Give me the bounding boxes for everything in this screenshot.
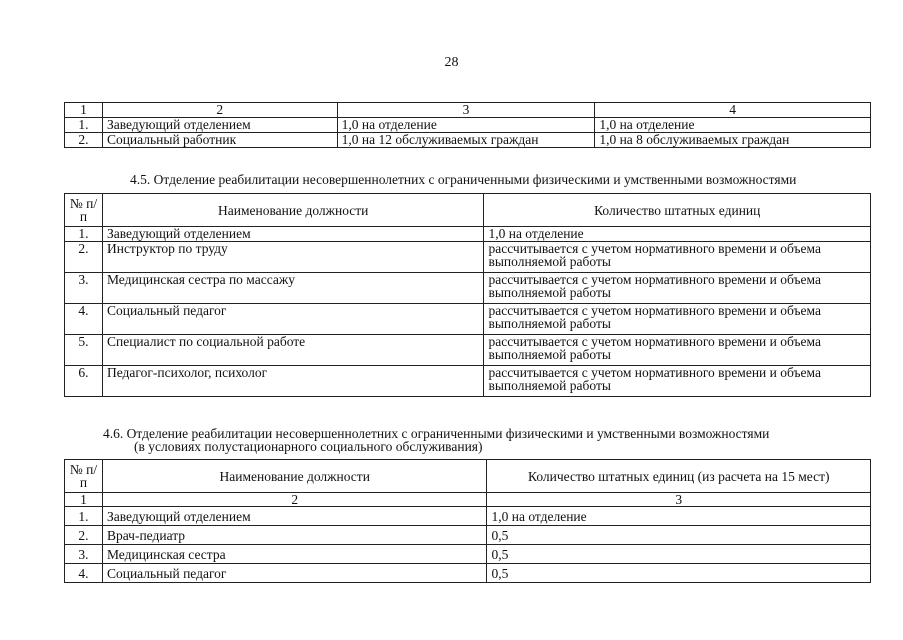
- staff-quantity: 1,0 на отделение: [484, 227, 871, 242]
- position-name: Специалист по социальной работе: [102, 335, 484, 366]
- row-number: 5.: [65, 335, 103, 366]
- position-name: Педагог-психолог, психолог: [102, 366, 484, 397]
- staff-table-45: [64, 193, 871, 397]
- staff-quantity: рассчитывается с учетом нормативного времени и объема выполняемой работы: [484, 304, 871, 335]
- position-name: Медицинская сестра: [102, 545, 487, 564]
- row-number: 2.: [65, 242, 103, 273]
- staff-quantity: рассчитывается с учетом нормативного времени и объема выполняемой работы: [484, 366, 871, 397]
- position-name: Инструктор по труду: [102, 242, 484, 273]
- staff-quantity: рассчитывается с учетом нормативного времени и объема выполняемой работы: [484, 273, 871, 304]
- position-name: Заведующий отделением: [102, 118, 337, 133]
- header-cell-number: № п/п: [65, 460, 103, 493]
- section-46-title: 4.6. Отделение реабилитации несовершеннолетних с ограниченными физическими и умственными возможностями: [103, 426, 770, 441]
- position-name: Заведующий отделением: [102, 227, 484, 242]
- header-cell: 1: [65, 103, 103, 118]
- position-name: Заведующий отделением: [102, 507, 487, 526]
- row-number: 4.: [65, 564, 103, 583]
- table-row: [65, 335, 871, 366]
- staff-quantity: 1,0 на отделение: [337, 118, 595, 133]
- table-row: [65, 273, 871, 304]
- table-row: [65, 304, 871, 335]
- row-number: 1.: [65, 118, 103, 133]
- section-45-title: 4.5. Отделение реабилитации несовершеннолетних с ограниченными физическими и умственными возможностями: [130, 172, 797, 187]
- position-name: Медицинская сестра по массажу: [102, 273, 484, 304]
- table-row: [65, 366, 871, 397]
- staff-table-continuation: [64, 102, 871, 148]
- row-number: 3.: [65, 273, 103, 304]
- column-number-row: [65, 493, 871, 507]
- column-number: 1: [65, 493, 103, 507]
- row-number: 1.: [65, 507, 103, 526]
- staff-quantity: 0,5: [487, 545, 871, 564]
- row-number: 2.: [65, 526, 103, 545]
- staff-quantity: 1,0 на отделение: [487, 507, 871, 526]
- header-cell-position: Наименование должности: [102, 194, 484, 227]
- column-number: 2: [102, 493, 487, 507]
- position-name: Социальный работник: [102, 133, 337, 148]
- staff-quantity: рассчитывается с учетом нормативного времени и объема выполняемой работы: [484, 242, 871, 273]
- position-name: Социальный педагог: [102, 564, 487, 583]
- header-cell: 3: [337, 103, 595, 118]
- table-row: [65, 118, 871, 133]
- column-number: 3: [487, 493, 871, 507]
- table-header-row: [65, 460, 871, 493]
- table-row: [65, 526, 871, 545]
- row-number: 2.: [65, 133, 103, 148]
- staff-table-46: [64, 459, 871, 583]
- row-number: 3.: [65, 545, 103, 564]
- row-number: 1.: [65, 227, 103, 242]
- header-cell-quantity: Количество штатных единиц (из расчета на 15 мест): [487, 460, 871, 493]
- table-row: [65, 242, 871, 273]
- staff-quantity: 1,0 на 12 обслуживаемых граждан: [337, 133, 595, 148]
- position-name: Врач-педиатр: [102, 526, 487, 545]
- table-header-row: [65, 194, 871, 227]
- header-cell: 2: [102, 103, 337, 118]
- table-header-row: [65, 103, 871, 118]
- table-row: [65, 564, 871, 583]
- staff-quantity: 0,5: [487, 564, 871, 583]
- header-cell-position: Наименование должности: [102, 460, 487, 493]
- row-number: 6.: [65, 366, 103, 397]
- row-number: 4.: [65, 304, 103, 335]
- table-row: [65, 507, 871, 526]
- position-name: Социальный педагог: [102, 304, 484, 335]
- staff-quantity: 1,0 на 8 обслуживаемых граждан: [595, 133, 871, 148]
- staff-quantity: 1,0 на отделение: [595, 118, 871, 133]
- table-row: [65, 545, 871, 564]
- staff-quantity: рассчитывается с учетом нормативного времени и объема выполняемой работы: [484, 335, 871, 366]
- section-46-subtitle: (в условиях полустационарного социального обслуживания): [134, 439, 483, 454]
- table-row: [65, 227, 871, 242]
- page-number: 28: [444, 55, 459, 70]
- staff-quantity: 0,5: [487, 526, 871, 545]
- header-cell-quantity: Количество штатных единиц: [484, 194, 871, 227]
- header-cell-number: № п/п: [65, 194, 103, 227]
- header-cell: 4: [595, 103, 871, 118]
- table-row: [65, 133, 871, 148]
